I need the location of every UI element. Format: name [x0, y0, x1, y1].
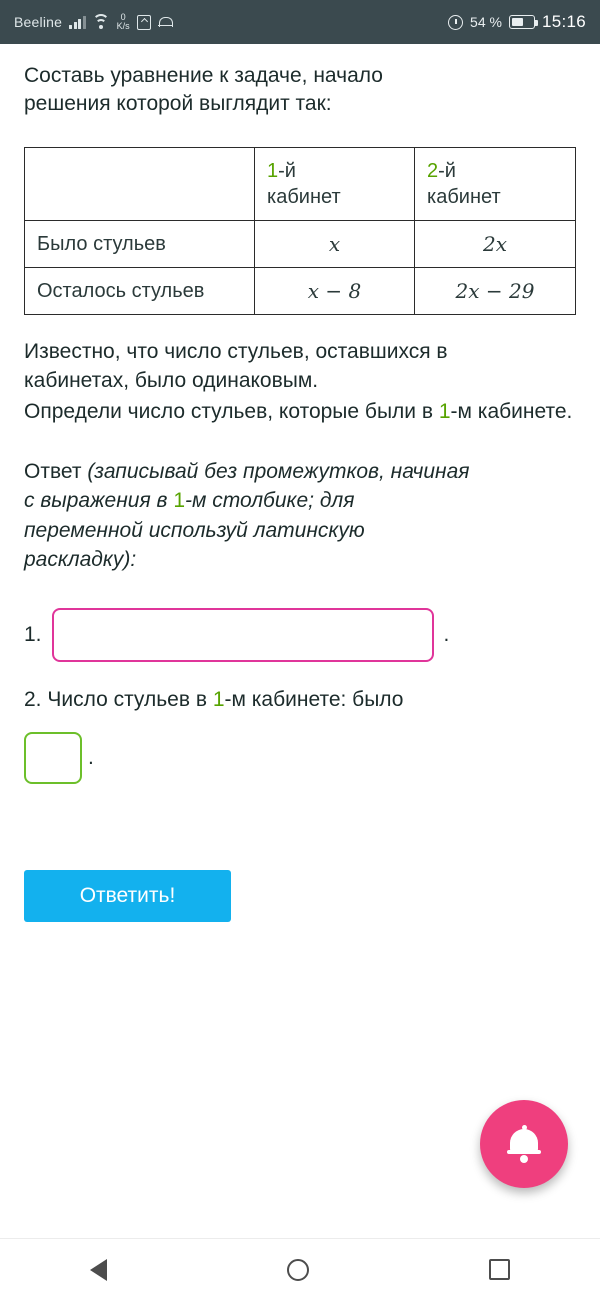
- answer-note-line1: (записывай без промежутков, начиная: [87, 459, 470, 483]
- determine-num: 1: [438, 400, 451, 424]
- answer-label: Ответ: [24, 459, 88, 483]
- answer-note-line2-num: 1: [173, 489, 186, 513]
- answer-note-line3: переменной используй латинскую: [24, 518, 365, 542]
- answer-note-line2-post: -м столбике; для: [185, 489, 355, 513]
- answer-row-1: [24, 608, 576, 662]
- data-rate-value: 0: [120, 12, 126, 22]
- table-header-col1-word: кабинет: [267, 185, 341, 208]
- status-bar-right: [448, 12, 586, 32]
- table-header-col2-word: кабинет: [427, 185, 501, 208]
- table-cell-value: 2x: [415, 220, 576, 267]
- answer-note-line2-pre: с выражения в: [24, 489, 174, 513]
- answer-row-2-input: [24, 732, 576, 784]
- data-rate-indicator: [117, 13, 130, 31]
- answer-row-2-label: [24, 688, 576, 712]
- android-navigation-bar: [0, 1238, 600, 1300]
- answer-2-num: 1: [212, 688, 225, 712]
- back-triangle-icon[interactable]: [90, 1259, 107, 1281]
- screenshot-icon: [137, 15, 151, 30]
- data-rate-unit: K/s: [116, 21, 130, 31]
- table-row: [25, 267, 576, 314]
- table-header-col1: [255, 147, 415, 220]
- table-header-col2: [415, 147, 576, 220]
- determine-pre: Определи число стульев, которые были в: [24, 400, 439, 424]
- table-row-label: Было стульев: [25, 220, 255, 267]
- question-prompt-line1: Составь уравнение к задаче, начало: [24, 64, 383, 87]
- status-bar: [0, 0, 600, 44]
- table-header-col1-num: 1: [267, 159, 279, 182]
- battery-icon: [509, 15, 535, 29]
- table-row-label: Осталось стульев: [25, 267, 255, 314]
- determine-post: -м кабинете.: [450, 400, 573, 424]
- question-prompt: [24, 62, 576, 119]
- table-header-row: [25, 147, 576, 220]
- exercise-content: [0, 44, 600, 922]
- table-cell-value: x: [255, 220, 415, 267]
- table-header-col1-suffix: -й: [278, 159, 296, 182]
- battery-percent-label: 54 %: [470, 14, 502, 30]
- known-line2: кабинетах, было одинаковым.: [24, 369, 319, 393]
- table-row: [25, 220, 576, 267]
- answer-instructions: [24, 457, 576, 575]
- recents-square-icon[interactable]: [489, 1259, 510, 1280]
- equation-input[interactable]: [52, 608, 434, 662]
- known-statement: [24, 337, 576, 396]
- determine-statement: [24, 397, 576, 426]
- table-header-col2-suffix: -й: [438, 159, 456, 182]
- question-prompt-line2: решения которой выглядит так:: [24, 92, 332, 116]
- notification-fab-button[interactable]: [480, 1100, 568, 1188]
- answer-1-number: 1.: [24, 623, 42, 647]
- wifi-icon: [93, 16, 110, 29]
- status-bar-left: [14, 13, 172, 31]
- answer-note-line4: раскладку):: [24, 548, 137, 572]
- table-header-col2-num: 2: [427, 159, 439, 182]
- table-cell-value: 2x − 29: [415, 267, 576, 314]
- answer-1-period: .: [443, 623, 450, 647]
- signal-bars-icon: [69, 16, 86, 29]
- submit-answer-button[interactable]: Ответить!: [24, 870, 231, 922]
- table-cell-value: x − 8: [255, 267, 415, 314]
- answer-2-pre: 2. Число стульев в: [24, 688, 213, 712]
- clock-icon: [448, 15, 463, 30]
- notification-bell-icon: [507, 1125, 541, 1163]
- answer-2-period: .: [88, 746, 94, 770]
- home-circle-icon[interactable]: [287, 1259, 309, 1281]
- carrier-label: Beeline: [14, 14, 63, 30]
- solution-table: [24, 147, 576, 315]
- clock-time-label: 15:16: [541, 12, 586, 31]
- alarm-bell-icon: [158, 15, 172, 30]
- table-corner-cell: [25, 147, 255, 220]
- known-line1: Известно, что число стульев, оставшихся в: [24, 339, 448, 363]
- answer-2-post: -м кабинете: было: [224, 688, 404, 712]
- chairs-count-input[interactable]: [24, 732, 82, 784]
